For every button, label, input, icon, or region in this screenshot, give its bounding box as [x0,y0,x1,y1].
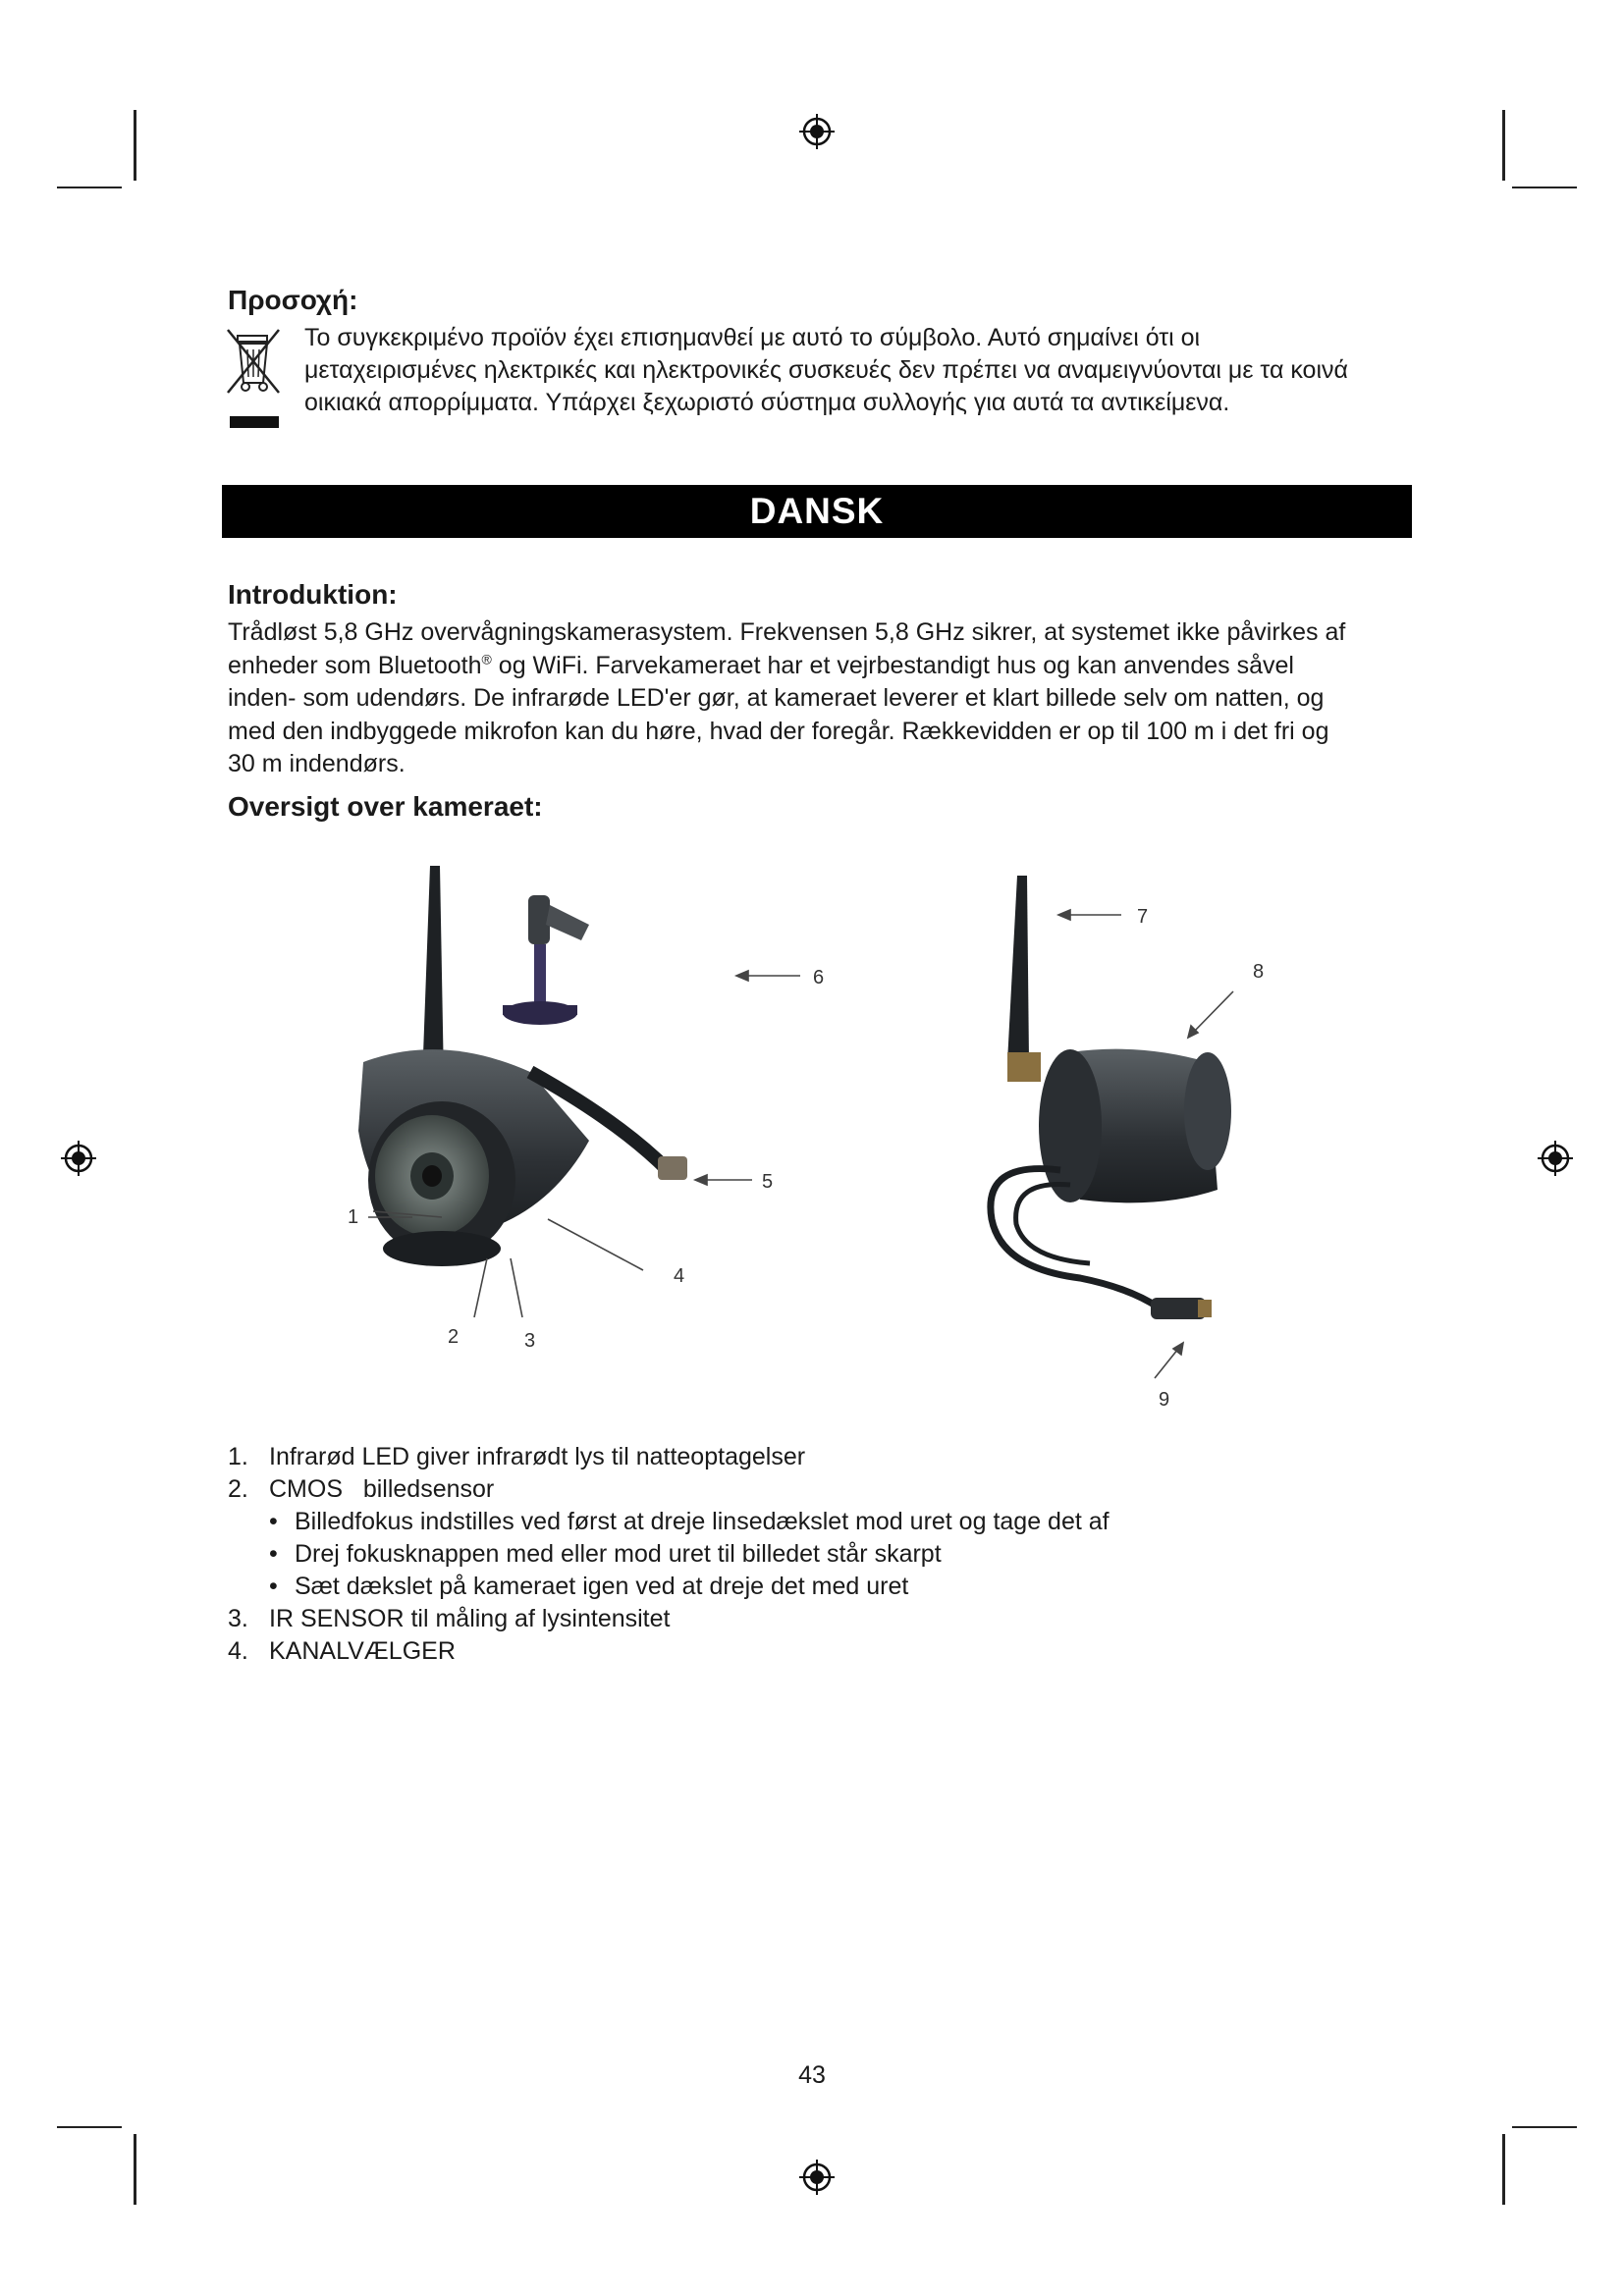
focus-step-text: Billedfokus indstilles ved først at dreje linsedækslet mod uret og tage det af [295,1508,1110,1535]
greek-notice-heading: Προσοχή: [228,285,358,315]
intro-line: Trådløst 5,8 GHz overvågningskamerasystem. Frekvensen 5,8 GHz sikrer, at systemet ikke påvirkes af [228,618,1346,646]
greek-notice-line: Το συγκεκριμένο προϊόν έχει επισημανθεί με αυτό το σύμβολο. Αυτό σημαίνει ότι οι [304,324,1201,351]
focus-step-text: Sæt dækslet på kameraet igen ved at dreje det med uret [295,1573,909,1600]
focus-step [228,1538,1406,1571]
callout-5: 5 [762,1171,774,1193]
focus-step-text: Drej fokusknappen med eller mod uret til billedet står skarpt [295,1540,942,1568]
intro-line: 30 m indendørs. [228,750,406,777]
intro-line: med den indbyggede mikrofon kan du høre, hvad der foregår. Rækkevidden er op til 100 m i det fri og [228,717,1329,745]
language-section-bar: DANSK [222,485,1412,538]
list-item-number: 4. [228,1637,248,1665]
intro-line: inden- som udendørs. De infrarøde LED'er gør, at kameraet leverer et klart billede selv om natten, og [228,684,1325,712]
callout-9: 9 [1159,1389,1170,1411]
list-item-text: KANALVÆLGER [269,1637,456,1665]
list-item [228,1635,1406,1668]
callout-1: 1 [348,1206,359,1228]
list-item-number: 1. [228,1443,248,1470]
crop-mark [1502,110,1505,181]
greek-notice-text [304,322,1414,419]
greek-notice-line: οικιακά απορρίμματα. Υπάρχει ξεχωριστό σύστημα συλλογής για αυτά τα αντικείμενα. [304,389,1230,416]
greek-notice-line: μεταχειρισμένες ηλεκτρικές και ηλεκτρονικές συσκευές δεν πρέπει να αναμειγνύονται με τα κοινά [304,356,1348,384]
crop-mark [57,2126,122,2128]
callout-2: 2 [448,1326,460,1348]
callout-7: 7 [1137,906,1149,928]
callout-3: 3 [524,1330,536,1352]
focus-step [228,1506,1406,1538]
crop-mark [1512,2126,1577,2128]
camera-overview-figure [295,846,1335,1435]
list-item [228,1473,1406,1506]
callout-4: 4 [674,1265,685,1287]
crop-mark [1512,187,1577,188]
list-item-number: 3. [228,1605,248,1632]
crop-mark [1502,2134,1505,2205]
intro-line: og WiFi. Farvekameraet har et vejrbestandigt hus og kan anvendes såvel [491,651,1294,679]
registration-mark-icon [1536,1139,1575,1178]
crop-mark [57,187,122,188]
introduction-heading: Introduktion: [228,579,398,610]
bullet: • [269,1540,278,1568]
page-number: 43 [798,2061,826,2089]
bullet: • [269,1573,278,1600]
list-item-number: 2. [228,1475,248,1503]
registration-mark-icon [797,2158,837,2197]
camera-parts-list [228,1441,1406,1668]
camera-illustration [295,846,1335,1435]
front-camera-drawing [358,866,687,1266]
crossed-out-wheelie-bin-icon [224,328,283,434]
list-item [228,1603,1406,1635]
introduction-text [228,616,1416,781]
callout-6: 6 [813,967,825,988]
focus-step [228,1571,1406,1603]
list-item-text: CMOS billedsensor [269,1475,495,1503]
bullet: • [269,1508,278,1535]
list-item-text: Infrarød LED giver infrarødt lys til natteoptagelser [269,1443,806,1470]
crop-mark [134,2134,136,2205]
overview-heading: Oversigt over kameraet: [228,791,543,822]
registration-mark-icon [797,112,837,151]
list-item-text: IR SENSOR til måling af lysintensitet [269,1605,671,1632]
camera-mount-drawing [503,895,589,1025]
list-item [228,1441,1406,1473]
intro-line: enheder som Bluetooth [228,651,482,679]
callout-8: 8 [1253,961,1265,983]
rear-camera-drawing [991,876,1231,1319]
crop-mark [134,110,136,181]
registration-mark-icon [59,1139,98,1178]
registered-trademark: ® [481,651,492,667]
